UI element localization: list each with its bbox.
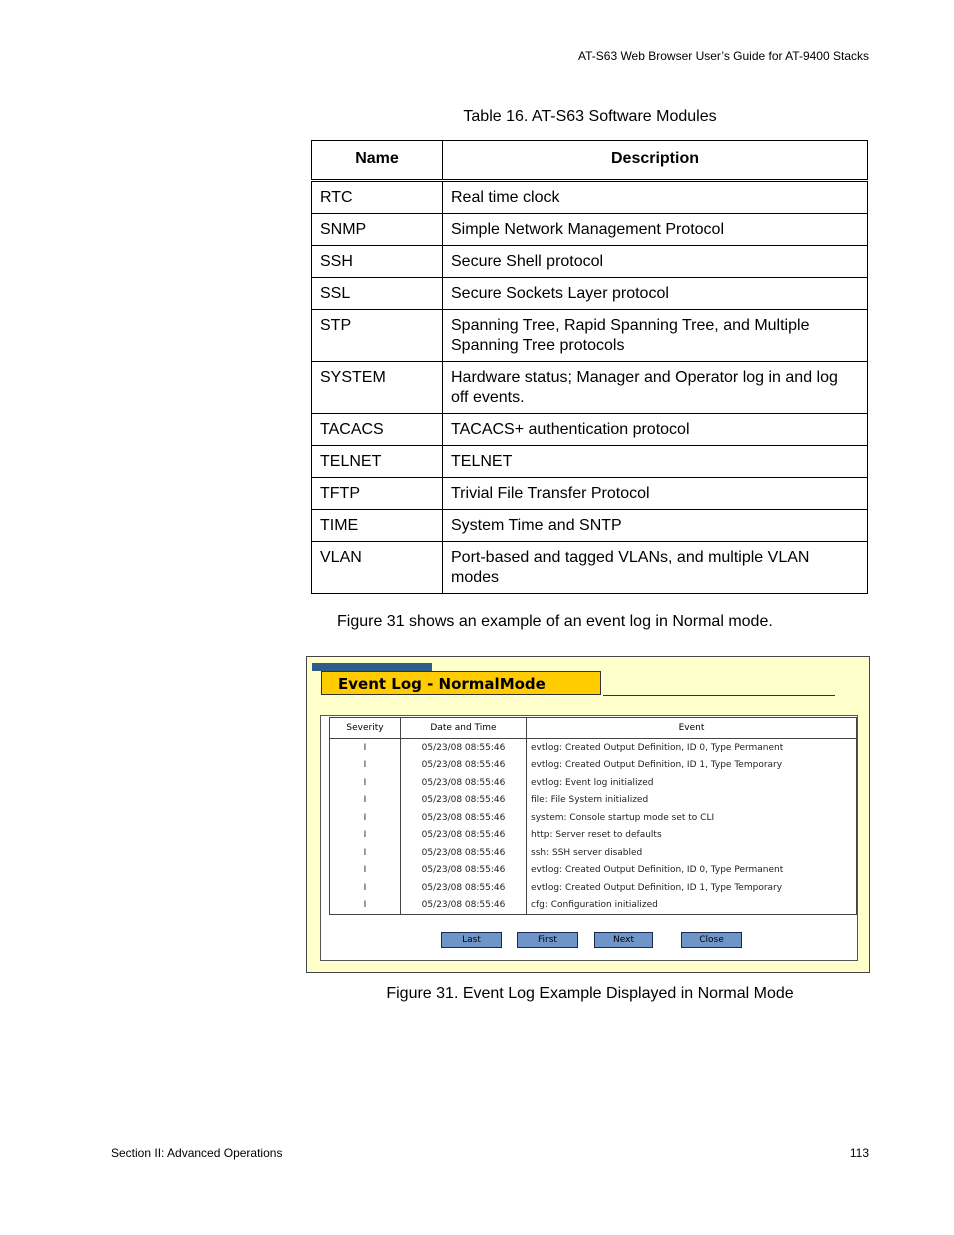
severity: I (330, 809, 401, 827)
severity: I (330, 827, 401, 845)
module-description: Secure Shell protocol (443, 246, 868, 278)
severity: I (330, 757, 401, 775)
log-row (330, 827, 857, 845)
table-row (312, 542, 868, 594)
date-time: 05/23/08 08:55:46 (401, 792, 527, 810)
date-time: 05/23/08 08:55:46 (401, 757, 527, 775)
log-header-row (330, 718, 857, 739)
figure-caption: Figure 31. Event Log Example Displayed in Normal Mode (386, 985, 794, 1002)
severity: I (330, 897, 401, 915)
date-time: 05/23/08 08:55:46 (401, 879, 527, 897)
column-header-severity: Severity (330, 718, 401, 739)
running-header: AT-S63 Web Browser User’s Guide for AT-9400 Stacks (577, 49, 869, 63)
event-text: evtlog: Created Output Definition, ID 0, Type Permanent (527, 862, 857, 880)
event-log-panel (320, 715, 858, 961)
table-row (312, 414, 868, 446)
log-row (330, 809, 857, 827)
severity: I (330, 879, 401, 897)
table-header-row (312, 141, 868, 181)
next-button[interactable]: Next (594, 932, 653, 948)
module-description: Spanning Tree, Rapid Spanning Tree, and Multiple Spanning Tree protocols (443, 310, 868, 362)
module-name: SYSTEM (312, 362, 443, 414)
last-button[interactable]: Last (441, 932, 502, 948)
severity: I (330, 844, 401, 862)
column-header-description: Description (443, 141, 868, 181)
severity: I (330, 862, 401, 880)
module-name: RTC (312, 181, 443, 214)
navigation-buttons (321, 932, 857, 948)
event-text: http: Server reset to defaults (527, 827, 857, 845)
module-name: SNMP (312, 214, 443, 246)
log-row (330, 792, 857, 810)
severity: I (330, 739, 401, 757)
module-name: TACACS (312, 414, 443, 446)
date-time: 05/23/08 08:55:46 (401, 774, 527, 792)
severity: I (330, 792, 401, 810)
date-time: 05/23/08 08:55:46 (401, 862, 527, 880)
module-name: SSL (312, 278, 443, 310)
first-button[interactable]: First (517, 932, 578, 948)
module-description: Simple Network Management Protocol (443, 214, 868, 246)
event-log-table (329, 717, 857, 915)
event-text: evtlog: Created Output Definition, ID 1, Type Temporary (527, 757, 857, 775)
module-name: STP (312, 310, 443, 362)
software-modules-table (311, 140, 868, 594)
log-row (330, 757, 857, 775)
module-name: TIME (312, 510, 443, 542)
date-time: 05/23/08 08:55:46 (401, 844, 527, 862)
log-row (330, 774, 857, 792)
footer-section: Section II: Advanced Operations (111, 1146, 283, 1160)
log-row (330, 844, 857, 862)
module-name: TELNET (312, 446, 443, 478)
event-log-screenshot (306, 656, 870, 973)
table-row (312, 478, 868, 510)
log-row (330, 879, 857, 897)
table-row (312, 310, 868, 362)
module-name: SSH (312, 246, 443, 278)
intro-paragraph: Figure 31 shows an example of an event log in Normal mode. (337, 613, 773, 630)
date-time: 05/23/08 08:55:46 (401, 897, 527, 915)
event-text: evtlog: Created Output Definition, ID 1, Type Temporary (527, 879, 857, 897)
module-description: Secure Sockets Layer protocol (443, 278, 868, 310)
event-text: cfg: Configuration initialized (527, 897, 857, 915)
severity: I (330, 774, 401, 792)
event-text: system: Console startup mode set to CLI (527, 809, 857, 827)
event-text: file: File System initialized (527, 792, 857, 810)
date-time: 05/23/08 08:55:46 (401, 827, 527, 845)
page-number: 113 (849, 1146, 869, 1160)
module-description: TELNET (443, 446, 868, 478)
event-text: evtlog: Created Output Definition, ID 0, Type Permanent (527, 739, 857, 757)
date-time: 05/23/08 08:55:46 (401, 809, 527, 827)
table-row (312, 362, 868, 414)
module-description: System Time and SNTP (443, 510, 868, 542)
module-description: Port-based and tagged VLANs, and multiple VLAN modes (443, 542, 868, 594)
date-time: 05/23/08 08:55:46 (401, 739, 527, 757)
log-row (330, 862, 857, 880)
table-row (312, 181, 868, 214)
table-row (312, 214, 868, 246)
table-row (312, 510, 868, 542)
column-header-event: Event (527, 718, 857, 739)
close-button[interactable]: Close (681, 932, 742, 948)
module-description: Real time clock (443, 181, 868, 214)
table-row (312, 446, 868, 478)
column-header-name: Name (312, 141, 443, 181)
accent-bar (312, 663, 432, 671)
event-text: evtlog: Event log initialized (527, 774, 857, 792)
column-header-date-time: Date and Time (401, 718, 527, 739)
log-row (330, 739, 857, 757)
table-caption: Table 16. AT-S63 Software Modules (463, 108, 717, 125)
module-name: VLAN (312, 542, 443, 594)
table-row (312, 246, 868, 278)
event-log-title: Event Log - NormalMode (321, 671, 601, 695)
log-row (330, 897, 857, 915)
module-name: TFTP (312, 478, 443, 510)
module-description: Hardware status; Manager and Operator log in and log off events. (443, 362, 868, 414)
title-underline (603, 695, 835, 696)
module-description: Trivial File Transfer Protocol (443, 478, 868, 510)
table-row (312, 278, 868, 310)
module-description: TACACS+ authentication protocol (443, 414, 868, 446)
event-text: ssh: SSH server disabled (527, 844, 857, 862)
